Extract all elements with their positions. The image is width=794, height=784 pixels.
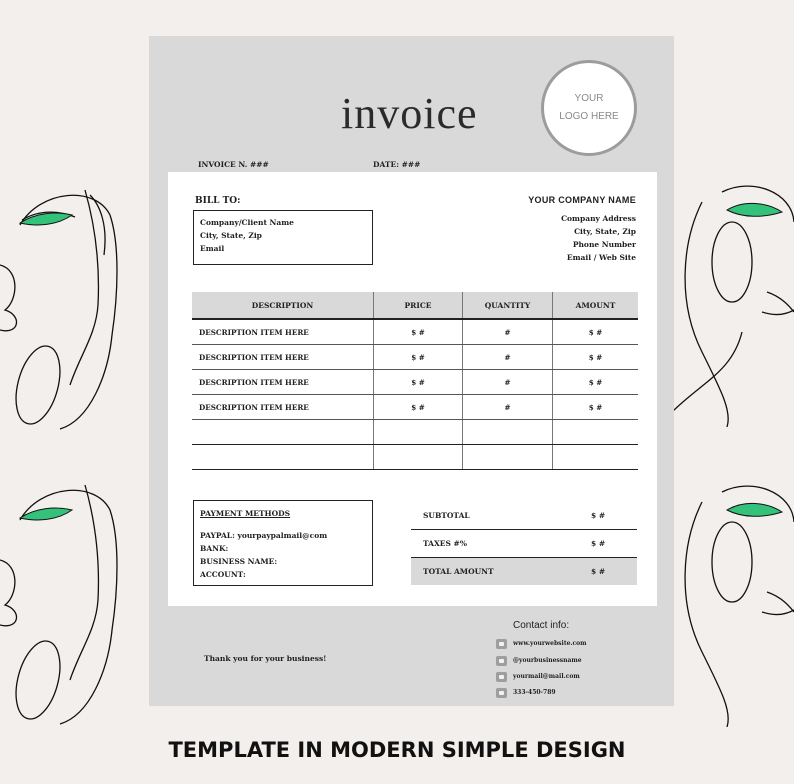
- totals-block: [411, 502, 637, 585]
- globe-icon: [496, 639, 507, 649]
- thank-you-note: Thank you for your business!: [204, 654, 327, 663]
- contact-phone-text: 333-450-789: [513, 689, 556, 696]
- company-info: [528, 194, 636, 264]
- header-description: DESCRIPTION: [192, 292, 374, 319]
- mail-icon: [496, 672, 507, 682]
- company-city: City, State, Zip: [574, 227, 636, 236]
- subtotal-row: [411, 502, 637, 530]
- taxes-row: [411, 530, 637, 558]
- line-art-face-bottom-left: [0, 480, 125, 725]
- payment-business-name: BUSINESS NAME:: [200, 557, 278, 566]
- company-email: Email / Web Site: [566, 253, 636, 262]
- payment-bank: BANK:: [200, 544, 229, 553]
- header-amount: AMOUNT: [553, 292, 639, 319]
- contact-instagram-text: @yourbusinessname: [513, 657, 582, 664]
- item-quantity: #: [463, 345, 553, 370]
- contact-website-text: www.yourwebsite.com: [513, 640, 587, 647]
- invoice-body: [168, 172, 657, 606]
- item-description: DESCRIPTION ITEM HERE: [192, 319, 374, 345]
- contact-heading: Contact info:: [513, 620, 570, 631]
- payment-paypal: PAYPAL: yourpaypalmail@com: [200, 531, 328, 540]
- client-email: Email: [200, 244, 225, 253]
- item-price: $ #: [374, 370, 463, 395]
- item-amount: $ #: [553, 319, 639, 345]
- payment-account: ACCOUNT:: [200, 570, 246, 579]
- item-price: $ #: [374, 395, 463, 420]
- table-row: [192, 345, 638, 370]
- total-label: TOTAL AMOUNT: [423, 567, 494, 576]
- item-price: $ #: [374, 345, 463, 370]
- table-header-row: [192, 292, 638, 319]
- item-amount: $ #: [553, 345, 639, 370]
- item-amount: $ #: [553, 370, 639, 395]
- invoice-title: invoice: [341, 89, 478, 138]
- client-city: City, State, Zip: [200, 231, 262, 240]
- invoice-number: INVOICE N. ###: [198, 160, 269, 169]
- item-description: DESCRIPTION ITEM HERE: [192, 395, 374, 420]
- client-box: [193, 210, 373, 265]
- logo-placeholder: [541, 60, 637, 156]
- item-description: DESCRIPTION ITEM HERE: [192, 345, 374, 370]
- line-art-face-bottom-right: [672, 482, 794, 727]
- item-amount: $ #: [553, 395, 639, 420]
- line-art-face-top-right: [672, 182, 794, 427]
- header-price: PRICE: [374, 292, 463, 319]
- table-row: [192, 370, 638, 395]
- contact-website: [496, 637, 587, 650]
- taxes-value: $ #: [591, 539, 606, 548]
- table-row: [192, 319, 638, 345]
- client-name: Company/Client Name: [200, 218, 294, 227]
- invoice-sheet: [149, 36, 674, 706]
- company-phone: Phone Number: [572, 240, 636, 249]
- line-art-face-top-left: [0, 185, 125, 430]
- table-row-empty: [192, 445, 638, 470]
- item-price: $ #: [374, 319, 463, 345]
- items-table: [192, 292, 638, 470]
- subtotal-label: SUBTOTAL: [423, 511, 470, 520]
- promo-banner: TEMPLATE IN MODERN SIMPLE DESIGN: [168, 738, 626, 762]
- subtotal-value: $ #: [591, 511, 606, 520]
- bill-to-label: BILL TO:: [195, 196, 241, 206]
- table-row-empty: [192, 420, 638, 445]
- logo-text: YOUR LOGO HERE: [559, 93, 619, 122]
- header-quantity: QUANTITY: [463, 292, 553, 319]
- payment-methods-box: [193, 500, 373, 586]
- item-description: DESCRIPTION ITEM HERE: [192, 370, 374, 395]
- payment-heading: PAYMENT METHODS: [200, 509, 291, 518]
- company-address: Company Address: [561, 214, 636, 223]
- invoice-date: DATE: ###: [373, 160, 421, 169]
- item-quantity: #: [463, 319, 553, 345]
- table-row: [192, 395, 638, 420]
- total-row: [411, 558, 637, 585]
- taxes-label: TAXES #%: [423, 539, 467, 548]
- contact-phone: [496, 686, 556, 699]
- contact-mail-text: yourmail@mail.com: [513, 673, 580, 680]
- total-value: $ #: [591, 567, 606, 576]
- contact-mail: [496, 670, 580, 683]
- item-quantity: #: [463, 395, 553, 420]
- phone-icon: [496, 688, 507, 698]
- item-quantity: #: [463, 370, 553, 395]
- contact-instagram: [496, 654, 582, 667]
- company-name: YOUR COMPANY NAME: [528, 195, 636, 205]
- instagram-icon: [496, 656, 507, 666]
